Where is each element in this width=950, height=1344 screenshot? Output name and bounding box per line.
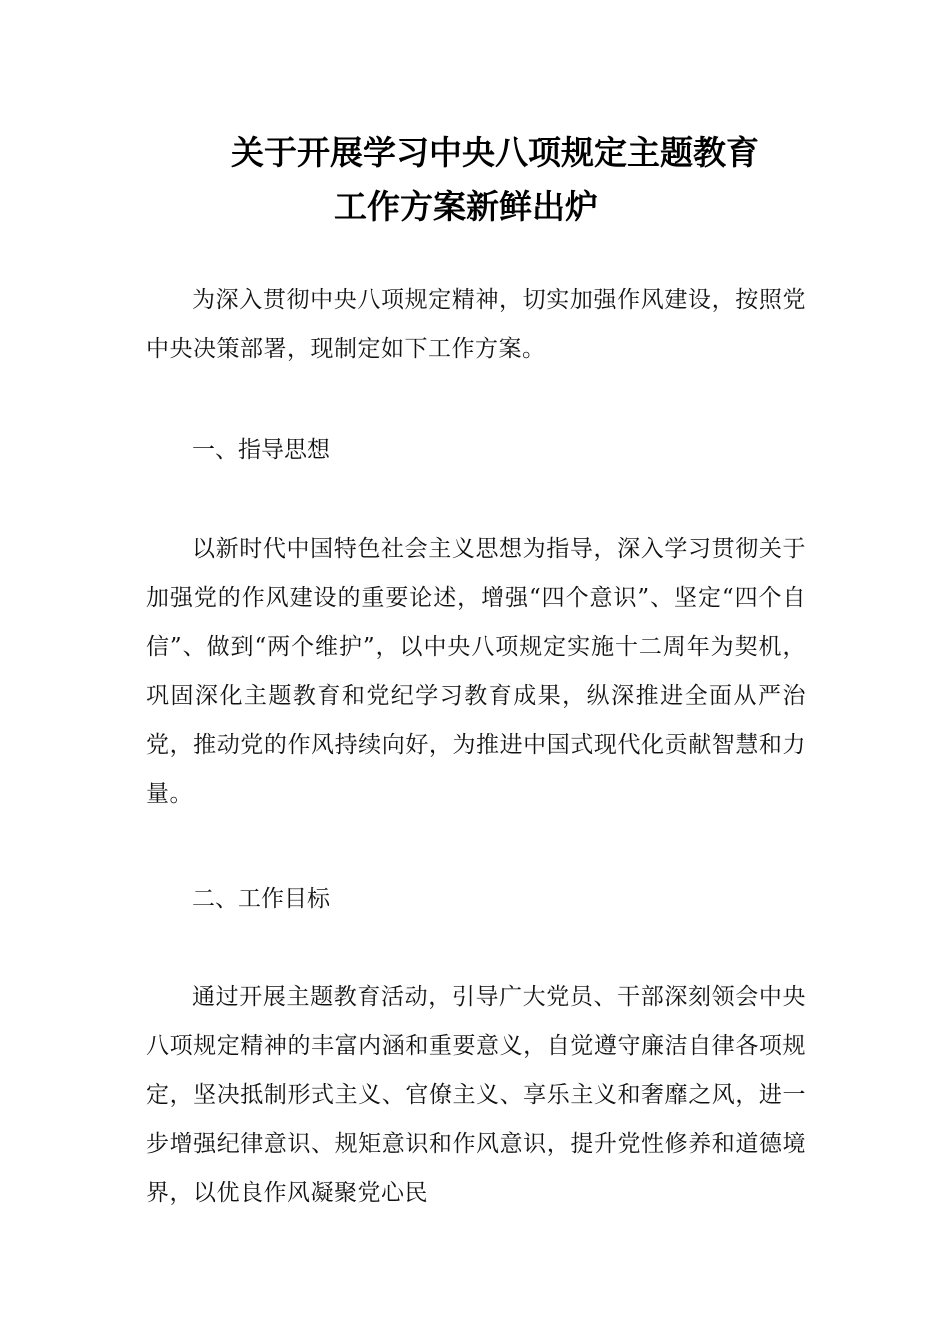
section-heading-guiding-ideology: 一、指导思想 — [192, 437, 330, 463]
intro-paragraph: 为深入贯彻中央八项规定精神，切实加强作风建设，按照党中央决策部署，现制定如下工作方案。 — [146, 287, 806, 362]
document-title-line-2: 工作方案新鲜出炉 — [334, 187, 598, 226]
section-heading-work-goals: 二、工作目标 — [192, 886, 330, 912]
section-paragraph-guiding-ideology: 以新时代中国特色社会主义思想为指导，深入学习贯彻关于加强党的作风建设的重要论述，增强“四个意识”、坚定“四个自信”、做到“两个维护”，以中央八项规定实施十二周年为契机，巩固深化主题教育和党纪学习教育成果，纵深推进全面从严治党，推动党的作风持续向好，为推进中国式现代化贡献智慧和力量。 — [146, 536, 806, 807]
section-paragraph-work-goals: 通过开展主题教育活动，引导广大党员、干部深刻领会中央八项规定精神的丰富内涵和重要意义，自觉遵守廉洁自律各项规定，坚决抵制形式主义、官僚主义、享乐主义和奢靡之风，进一步增强纪律意识、规矩意识和作风意识，提升党性修养和道德境界，以优良作风凝聚党心民 — [146, 984, 806, 1206]
document-title-line-1: 关于开展学习中央八项规定主题教育 — [231, 133, 759, 172]
